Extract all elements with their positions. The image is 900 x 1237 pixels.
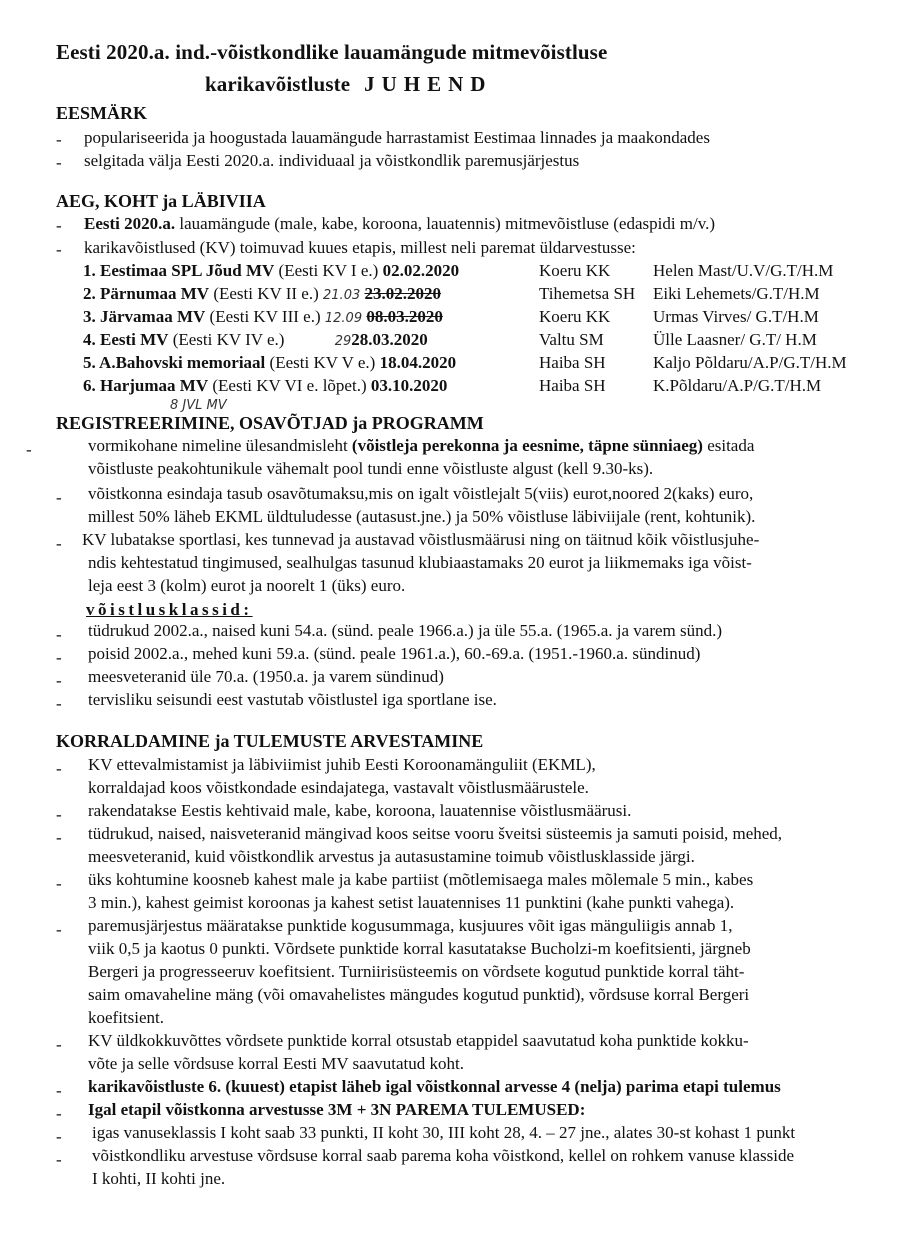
korr-line-5: meesveteranid, kuid võistkondlik arvestus ja autasustamine toimub võistlusklasside järgi. <box>88 847 695 866</box>
stage-name: 5. A.Bahovski memoriaal <box>83 353 266 372</box>
eesmark-item-1: populariseerida ja hoogustada lauamängude harrastamist Eestimaa linnades ja maakondades <box>84 128 710 147</box>
stage-date: 02.02.2020 <box>382 261 460 280</box>
korr-line-7: 3 min.), kahest geimist koroonas ja kahest setist lauatennises 11 punktini (kahe punkti vahega). <box>88 893 735 912</box>
korr-line-3: rakendatakse Eestis kehtivaid male, kabe, koroona, lauatennise võistlusmäärusi. <box>88 801 632 820</box>
heading-aeg-koht: AEG, KOHT ja LÄBIVIIA <box>56 191 266 211</box>
korr-line-9: viik 0,5 ja kaotus 0 punkti. Võrdsete punktide korral kasutatakse Bucholzi-m koefitsienti, järgneb <box>88 939 751 958</box>
klass-item-2: poisid 2002.a., mehed kuni 59.a. (sünd. peale 1961.a.), 60.-69.a. (1951.-1960.a. sündinud) <box>88 644 701 663</box>
stage-judges: Helen Mast/U.V/G.T/H.M <box>653 261 834 280</box>
korr-line-13: KV üldkokkuvõttes võrdsete punktide korral otsustab etappidel saavutatud koha punktide kokku- <box>88 1031 749 1050</box>
stage-place: Tihemetsa SH <box>539 284 636 303</box>
stage-name: 2. Pärnumaa MV <box>83 284 210 303</box>
document-title-line-2 <box>205 72 492 97</box>
bullet-dash: - <box>56 130 62 149</box>
aeg-item-1-bold: Eesti 2020.a. <box>84 214 176 233</box>
korr-line-4: tüdrukud, naised, naisveteranid mängivad koos seitse vooru šveitsi süsteemis ja samuti poisid, mehed, <box>88 824 783 843</box>
korr-line-12: koefitsient. <box>88 1008 165 1027</box>
heading-eesmark: EESMÄRK <box>56 103 148 123</box>
voistlusklassid-label: võistlusklassid: <box>86 600 253 619</box>
stage-date: 18.04.2020 <box>379 353 457 372</box>
bullet-dash: - <box>56 240 62 259</box>
stage-round: (Eesti KV II e.) <box>209 284 324 303</box>
stage-judges: Eiki Lehemets/G.T/H.M <box>653 284 820 303</box>
stage-place: Koeru KK <box>539 261 611 280</box>
reg-p3-line2: ndis kehtestatud tingimused, sealhulgas tasunud klubiaastamaks 20 eurot ja liikmemaks iga võist- <box>88 553 752 572</box>
bullet-dash: - <box>56 625 62 644</box>
bullet-dash: - <box>56 828 62 847</box>
bullet-dash: - <box>56 534 62 553</box>
korr-line-15: karikavõistluste 6. (kuuest) etapist läheb igal võistkonnal arvesse 4 (nelja) parima etapi tulemus <box>88 1077 781 1096</box>
stage-name: 1. Eestimaa SPL Jõud MV <box>83 261 275 280</box>
korr-line-11: saim omavaheline mäng (või omavahelistes mängudes kogutud punktid), võrdsuse korral Bergeri <box>88 985 750 1004</box>
bullet-dash: - <box>56 874 62 893</box>
bullet-dash: - <box>56 1081 62 1100</box>
title-juhend: JUHEND <box>364 72 493 96</box>
stage-judges: Ülle Laasner/ G.T/ H.M <box>653 330 817 349</box>
bullet-dash: - <box>56 216 62 235</box>
stage-name: 4. Eesti MV <box>83 330 169 349</box>
korr-line-16: Igal etapil võistkonna arvestusse 3M + 3N PAREMA TULEMUSED: <box>88 1100 586 1119</box>
korr-line-14: võte ja selle võrdsuse korral Eesti MV saavutatud koht. <box>88 1054 464 1073</box>
korr-line-18: võistkondliku arvestuse võrdsuse korral saab parema koha võistkond, kellel on rohkem vanuse klasside <box>92 1146 795 1165</box>
bullet-dash: - <box>56 759 62 778</box>
reg-p2-line2: millest 50% läheb EKML üldtuludesse (autasust.jne.) ja 50% võistluse läbiviijale (rent, kohtunik). <box>88 507 756 526</box>
handwritten-note: 8 JVL MV <box>170 398 227 413</box>
reg-p1-text: vormikohane nimeline ülesandmisleht <box>88 436 352 455</box>
bullet-dash: - <box>26 440 32 459</box>
reg-p1-line2: võistluste peakohtunikule vähemalt pool tundi enne võistluste algust (kell 9.30-ks). <box>88 459 654 478</box>
stage-date: 23.02.2020 <box>364 284 441 303</box>
korr-line-17: igas vanuseklassis I koht saab 33 punkti, II koht 30, III koht 28, 4. – 27 jne., alates 30-st kohast 1 punkt <box>92 1123 796 1142</box>
reg-p1-text-end: esitada <box>702 436 755 455</box>
stage-judges: K.Põldaru/A.P/G.T/H.M <box>653 376 822 395</box>
bullet-dash: - <box>56 648 62 667</box>
reg-p3-line1: KV lubatakse sportlasi, kes tunnevad ja austavad võistlusmäärusi ning on täitnud kõik võistlusjuhe- <box>82 530 760 549</box>
bullet-dash: - <box>56 1035 62 1054</box>
handwritten-date-note: 12.09 <box>324 311 363 326</box>
stage-round: (Eesti KV V e.) <box>265 353 380 372</box>
bullet-dash: - <box>56 920 62 939</box>
korr-line-10: Bergeri ja progresseeruv koefitsient. Turniirisüsteemis on võrdsete kogutud punktide korral täht- <box>88 962 745 981</box>
stage-round: (Eesti KV III e.) <box>205 307 325 326</box>
korr-line-8: paremusjärjestus määratakse punktide kogusummaga, kusjuures võit igas mänguliigis annab 1, <box>88 916 733 935</box>
bullet-dash: - <box>56 805 62 824</box>
title-karikavoistluste: karikavõistluste <box>205 72 351 96</box>
stage-place: Valtu SM <box>539 330 604 349</box>
stage-round: (Eesti KV I e.) <box>274 261 383 280</box>
reg-p1-line1 <box>88 436 754 456</box>
korr-line-6: üks kohtumine koosneb kahest male ja kabe partiist (mõtlemisaega males mõlemale 5 min., kabes <box>88 870 754 889</box>
eesmark-item-2: selgitada välja Eesti 2020.a. individuaal ja võistkondlik paremusjärjestus <box>84 151 580 170</box>
heading-korraldamine: KORRALDAMINE ja TULEMUSTE ARVESTAMINE <box>56 731 484 751</box>
document-title-line-1: Eesti 2020.a. ind.-võistkondlike lauamängude mitmevõistluse <box>56 40 608 64</box>
korr-line-19: I kohti, II kohti jne. <box>92 1169 226 1188</box>
klass-item-3: meesveteranid üle 70.a. (1950.a. ja varem sündinud) <box>88 667 444 686</box>
reg-p1-bold: (võistleja perekonna ja eesnime, täpne sünniaeg) <box>351 436 703 455</box>
bullet-dash: - <box>56 488 62 507</box>
stage-date: 28.03.2020 <box>351 330 428 349</box>
stage-judges: Urmas Virves/ G.T/H.M <box>653 307 819 326</box>
stage-place: Haiba SH <box>539 376 606 395</box>
klass-item-4: tervisliku seisundi eest vastutab võistlustel iga sportlane ise. <box>88 690 497 709</box>
bullet-dash: - <box>56 671 62 690</box>
reg-p3-line3: leja eest 3 (kolm) eurot ja noorelt 1 (üks) euro. <box>88 576 406 595</box>
stage-place: Koeru KK <box>539 307 611 326</box>
stage-round: (Eesti KV VI e. lõpet.) <box>208 376 371 395</box>
aeg-item-1-rest: lauamängude (male, kabe, koroona, lauatennis) mitmevõistluse (edaspidi m/v.) <box>175 214 716 233</box>
reg-p2-line1: võistkonna esindaja tasub osavõtumaksu,mis on igalt võistlejalt 5(viis) eurot,noored 2(kaks) euro, <box>88 484 754 503</box>
bullet-dash: - <box>56 1127 62 1146</box>
stage-place: Haiba SH <box>539 353 606 372</box>
handwritten-date-note: 29 <box>334 334 352 349</box>
handwritten-date-note: 21.03 <box>323 288 361 303</box>
stage-name: 6. Harjumaa MV <box>83 376 209 395</box>
stage-judges: Kaljo Põldaru/A.P/G.T/H.M <box>653 353 847 372</box>
bullet-dash: - <box>56 1104 62 1123</box>
stage-date: 08.03.2020 <box>366 307 443 326</box>
heading-registreerimine: REGISTREERIMINE, OSAVÕTJAD ja PROGRAMM <box>56 413 484 433</box>
korr-line-2: korraldajad koos võistkondade esindajatega, vastavalt võistlusmäärustele. <box>88 778 589 797</box>
bullet-dash: - <box>56 153 62 172</box>
korr-line-1: KV ettevalmistamist ja läbiviimist juhib Eesti Koroonamänguliit (EKML), <box>88 755 596 774</box>
bullet-dash: - <box>56 1150 62 1169</box>
aeg-item-1 <box>84 214 715 234</box>
bullet-dash: - <box>56 694 62 713</box>
stage-round: (Eesti KV IV e.) <box>168 330 289 349</box>
aeg-item-2: karikavõistlused (KV) toimuvad kuues etapis, millest neli paremat üldarvestusse: <box>84 238 636 257</box>
klass-item-1: tüdrukud 2002.a., naised kuni 54.a. (sünd. peale 1966.a.) ja üle 55.a. (1965.a. ja varem sünd.) <box>88 621 723 640</box>
stage-date: 03.10.2020 <box>370 376 448 395</box>
stage-name: 3. Järvamaa MV <box>83 307 206 326</box>
